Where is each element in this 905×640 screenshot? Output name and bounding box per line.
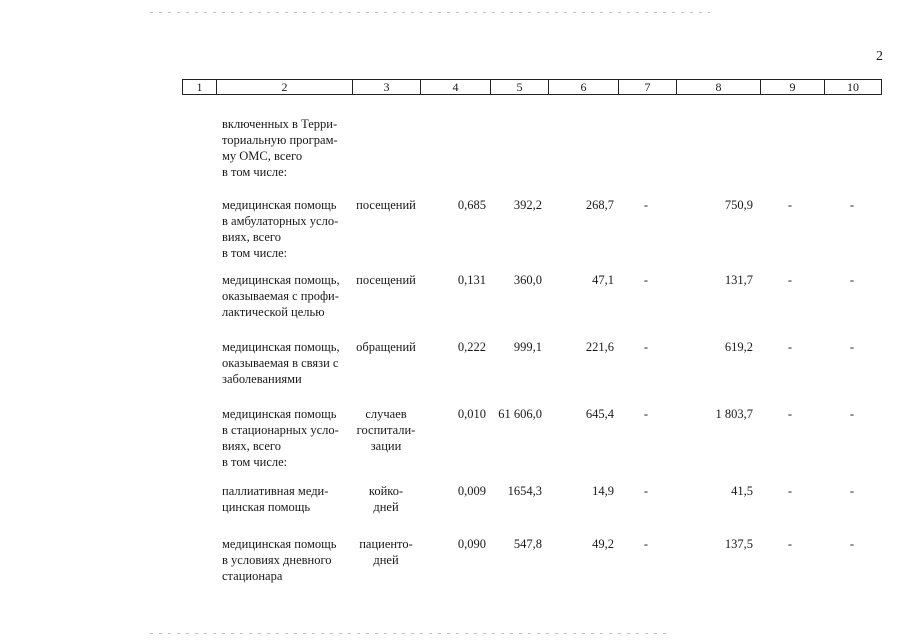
- row-unit-line: койко-: [368, 484, 404, 498]
- row-name-line: виях, всего: [222, 230, 281, 244]
- row-unit: [352, 483, 420, 515]
- cell-col-9: -: [787, 537, 793, 551]
- row-unit-line: случаев: [365, 407, 407, 421]
- row-name-line: заболеваниями: [222, 372, 302, 386]
- row-unit-line: дней: [373, 500, 399, 514]
- row-name-line: в том числе:: [222, 455, 288, 469]
- row-name-line: в том числе:: [222, 165, 288, 179]
- col-number-8: 8: [677, 80, 761, 95]
- cell-col-5: 360,0: [513, 273, 542, 287]
- row-name: [222, 116, 350, 180]
- col-number-9: 9: [761, 80, 825, 95]
- cell-col-10: -: [849, 198, 855, 212]
- row-unit: [352, 272, 420, 288]
- cell-col-8: 750,9: [724, 198, 753, 212]
- cell-col-6: 645,4: [585, 407, 614, 421]
- cell-col-6: 268,7: [585, 198, 614, 212]
- row-unit-line: дней: [373, 553, 399, 567]
- row-name-line: лактической целью: [222, 305, 325, 319]
- row-name-line: медицинская помощь,: [222, 273, 340, 287]
- cell-col-9: -: [787, 273, 793, 287]
- cell-col-8: 619,2: [724, 340, 753, 354]
- row-name: [222, 197, 350, 261]
- cell-col-6: 221,6: [585, 340, 614, 354]
- cell-col-4: 0,009: [457, 484, 486, 498]
- cell-col-10: -: [849, 340, 855, 354]
- row-name-line: ториальную програм-: [222, 133, 338, 147]
- cell-col-5: 61 606,0: [498, 407, 542, 421]
- cell-col-6: 14,9: [592, 484, 614, 498]
- row-name-line: медицинская помощь: [222, 198, 337, 212]
- row-name-line: оказываемая в связи с: [222, 356, 339, 370]
- cell-col-6: 47,1: [592, 273, 614, 287]
- col-number-6: 6: [549, 80, 619, 95]
- row-name: [222, 483, 350, 515]
- row-name-line: медицинская помощь: [222, 537, 337, 551]
- row-name-line: в том числе:: [222, 246, 288, 260]
- row-name: [222, 272, 350, 320]
- cell-col-5: 547,8: [513, 537, 542, 551]
- col-number-1: 1: [183, 80, 217, 95]
- cell-col-9: -: [787, 484, 793, 498]
- row-name: [222, 406, 350, 470]
- row-unit: [352, 536, 420, 568]
- cell-col-8: 41,5: [731, 484, 753, 498]
- row-unit-line: пациенто-: [359, 537, 413, 551]
- row-unit-line: обращений: [356, 340, 416, 354]
- row-name-line: оказываемая с профи-: [222, 289, 339, 303]
- col-number-7: 7: [619, 80, 677, 95]
- cell-col-8: 137,5: [724, 537, 753, 551]
- cell-col-9: -: [787, 407, 793, 421]
- row-name-line: включенных в Терри-: [222, 117, 338, 131]
- row-unit-line: зации: [370, 439, 402, 453]
- col-number-4: 4: [421, 80, 491, 95]
- cell-col-4: 0,010: [457, 407, 486, 421]
- cell-col-7: -: [643, 273, 649, 287]
- cell-col-7: -: [643, 484, 649, 498]
- row-name-line: виях, всего: [222, 439, 281, 453]
- row-name-line: медицинская помощь,: [222, 340, 340, 354]
- col-number-10: 10: [825, 80, 882, 95]
- col-number-3: 3: [353, 80, 421, 95]
- cell-col-7: -: [643, 198, 649, 212]
- cell-col-5: 392,2: [513, 198, 542, 212]
- page-number: 2: [876, 49, 883, 64]
- cell-col-10: -: [849, 484, 855, 498]
- row-name-line: паллиативная меди-: [222, 484, 329, 498]
- row-name-line: стационара: [222, 569, 283, 583]
- row-name: [222, 536, 350, 584]
- cell-col-4: 0,131: [457, 273, 486, 287]
- cell-col-4: 0,090: [457, 537, 486, 551]
- cell-col-5: 1654,3: [507, 484, 542, 498]
- cell-col-9: -: [787, 198, 793, 212]
- cell-col-8: 131,7: [724, 273, 753, 287]
- cell-col-6: 49,2: [592, 537, 614, 551]
- row-name-line: му ОМС, всего: [222, 149, 303, 163]
- row-name-line: в амбулаторных усло-: [222, 214, 339, 228]
- cell-col-7: -: [643, 340, 649, 354]
- cell-col-10: -: [849, 273, 855, 287]
- row-name-line: цинская помощь: [222, 500, 311, 514]
- row-unit-line: посещений: [356, 273, 416, 287]
- cell-col-4: 0,222: [457, 340, 486, 354]
- col-number-5: 5: [491, 80, 549, 95]
- cell-col-5: 999,1: [513, 340, 542, 354]
- row-unit-line: посещений: [356, 198, 416, 212]
- cell-col-8: 1 803,7: [715, 407, 753, 421]
- row-name-line: в стационарных усло-: [222, 423, 339, 437]
- row-unit: [352, 406, 420, 454]
- row-unit: [352, 339, 420, 355]
- col-number-2: 2: [217, 80, 353, 95]
- row-unit-line: госпитали-: [356, 423, 416, 437]
- cell-col-7: -: [643, 537, 649, 551]
- row-unit: [352, 197, 420, 213]
- cell-col-4: 0,685: [457, 198, 486, 212]
- cell-col-10: -: [849, 407, 855, 421]
- row-name-line: в условиях дневного: [222, 553, 332, 567]
- row-name: [222, 339, 350, 387]
- row-name-line: медицинская помощь: [222, 407, 337, 421]
- cell-col-9: -: [787, 340, 793, 354]
- cell-col-10: -: [849, 537, 855, 551]
- cell-col-7: -: [643, 407, 649, 421]
